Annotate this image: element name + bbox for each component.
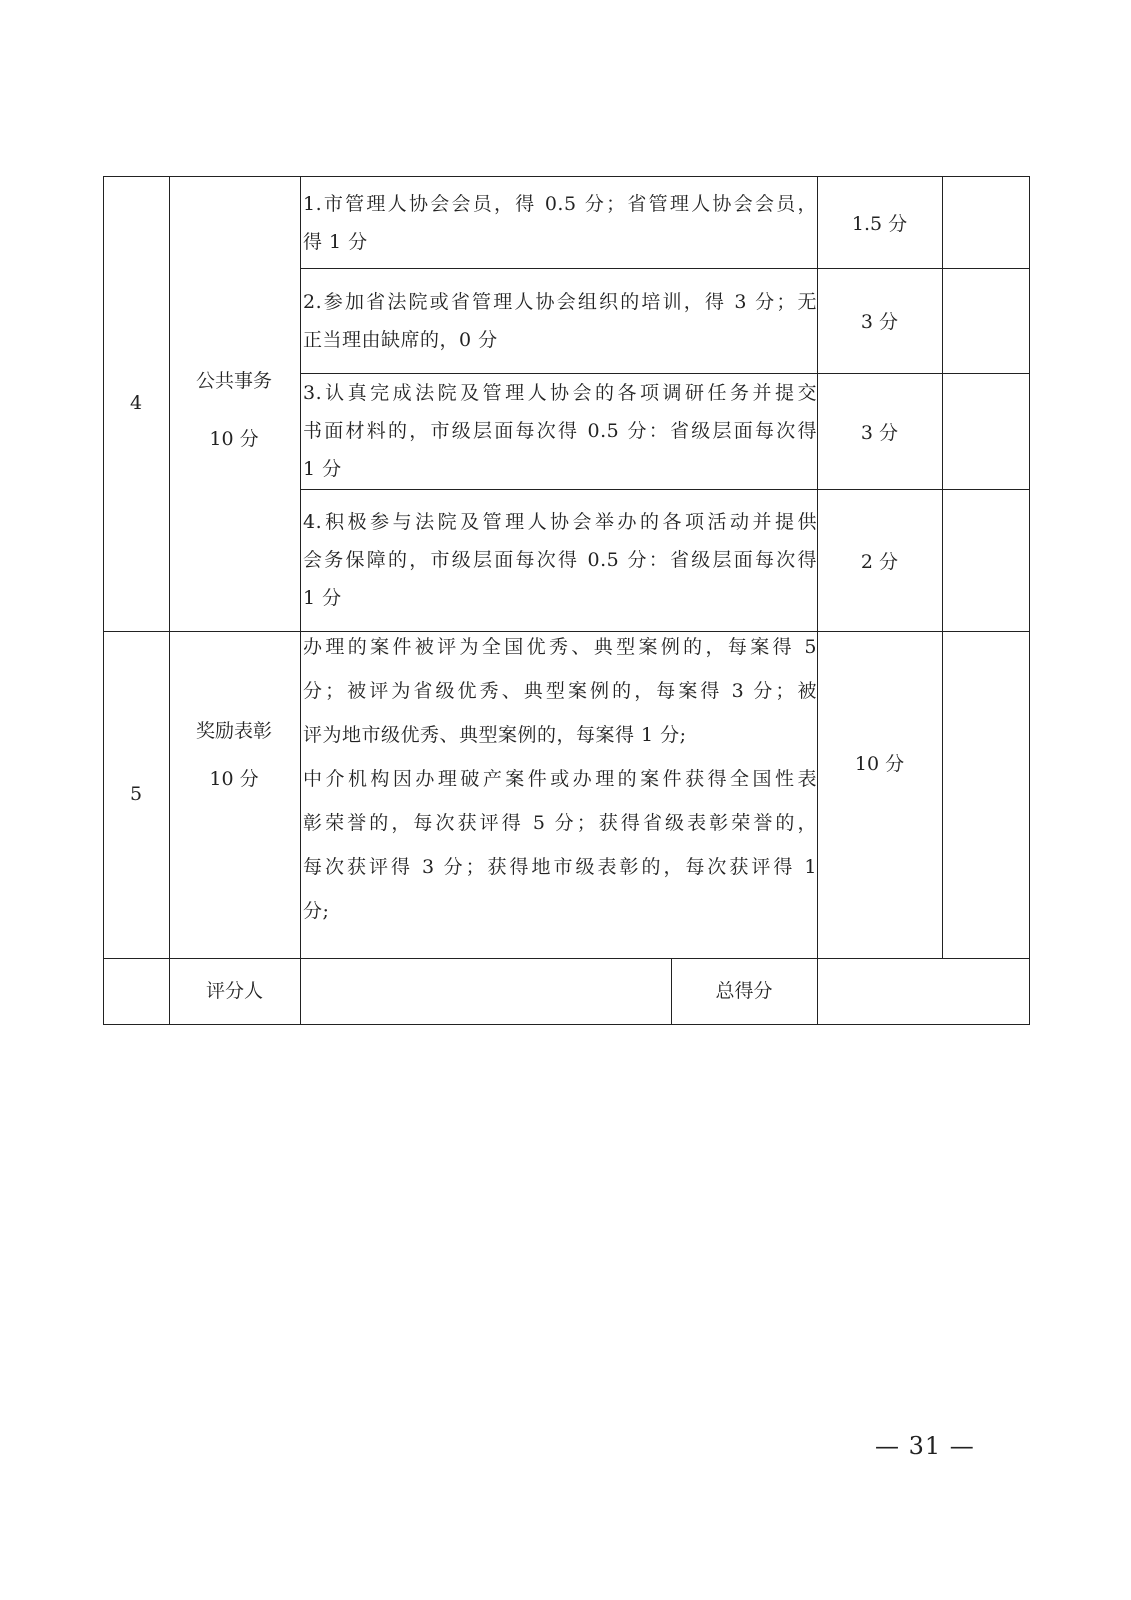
total-score-label: 总得分 xyxy=(715,980,773,1003)
criterion-text xyxy=(303,374,817,488)
criterion-line: 办理的案件被评为全国优秀、典型案例的，每案得 5 xyxy=(303,636,817,658)
criterion-score: 3 分 xyxy=(860,311,899,333)
criterion-line: 彰荣誉的，每次获评得 5 分；获得省级表彰荣誉的， xyxy=(303,812,817,834)
criterion-line: 得 1 分 xyxy=(303,231,368,253)
row-number: 4 xyxy=(129,392,143,415)
criterion-text xyxy=(303,503,817,617)
table-border-right xyxy=(1029,176,1030,1025)
criterion-line: 1 分 xyxy=(303,587,342,609)
criterion-line: 2.参加省法院或省管理人协会组织的培训，得 3 分；无 xyxy=(303,291,817,313)
criterion-line: 3.认真完成法院及管理人协会的各项调研任务并提交 xyxy=(303,382,817,404)
category-title: 公共事务 xyxy=(195,370,272,392)
criterion-line: 4.积极参与法院及管理人协会举办的各项活动并提供 xyxy=(303,511,817,533)
criterion-line: 中介机构因办理破产案件或办理的案件获得全国性表 xyxy=(303,768,817,790)
criterion-line: 1.市管理人协会会员，得 0.5 分；省管理人协会会员， xyxy=(303,193,817,215)
category-points: 10 分 xyxy=(209,768,259,790)
row-number: 5 xyxy=(129,783,143,806)
scoring-table xyxy=(103,176,1030,1025)
scorer-value[interactable] xyxy=(300,958,671,1025)
criterion-score: 10 分 xyxy=(854,752,905,775)
category-points: 10 分 xyxy=(209,428,259,450)
criterion-line: 会务保障的，市级层面每次得 0.5 分：省级层面每次得 xyxy=(303,549,817,571)
criterion-score: 1.5 分 xyxy=(851,212,908,235)
criterion-line: 评为地市级优秀、典型案例的，每案得 1 分; xyxy=(303,724,687,746)
column-divider xyxy=(300,176,301,1025)
criterion-text xyxy=(303,185,817,261)
criterion-text xyxy=(303,283,817,359)
criterion-text xyxy=(303,625,817,933)
criterion-score: 3 分 xyxy=(860,421,899,444)
column-divider xyxy=(942,176,943,958)
column-divider xyxy=(169,176,170,1025)
total-score-value[interactable] xyxy=(817,958,1029,1025)
page-number: — 31 — xyxy=(875,1432,975,1460)
scorer-label: 评分人 xyxy=(205,980,263,1003)
criterion-line: 书面材料的，市级层面每次得 0.5 分：省级层面每次得 xyxy=(303,420,817,442)
criterion-line: 分; xyxy=(303,900,330,922)
category-title: 奖励表彰 xyxy=(195,720,272,742)
criterion-line: 分；被评为省级优秀、典型案例的，每案得 3 分；被 xyxy=(303,680,817,702)
criterion-line: 每次获评得 3 分；获得地市级表彰的，每次获评得 1 xyxy=(303,856,817,878)
criterion-line: 正当理由缺席的，0 分 xyxy=(303,329,498,351)
criterion-line: 1 分 xyxy=(303,458,342,480)
criterion-score: 2 分 xyxy=(860,550,899,573)
